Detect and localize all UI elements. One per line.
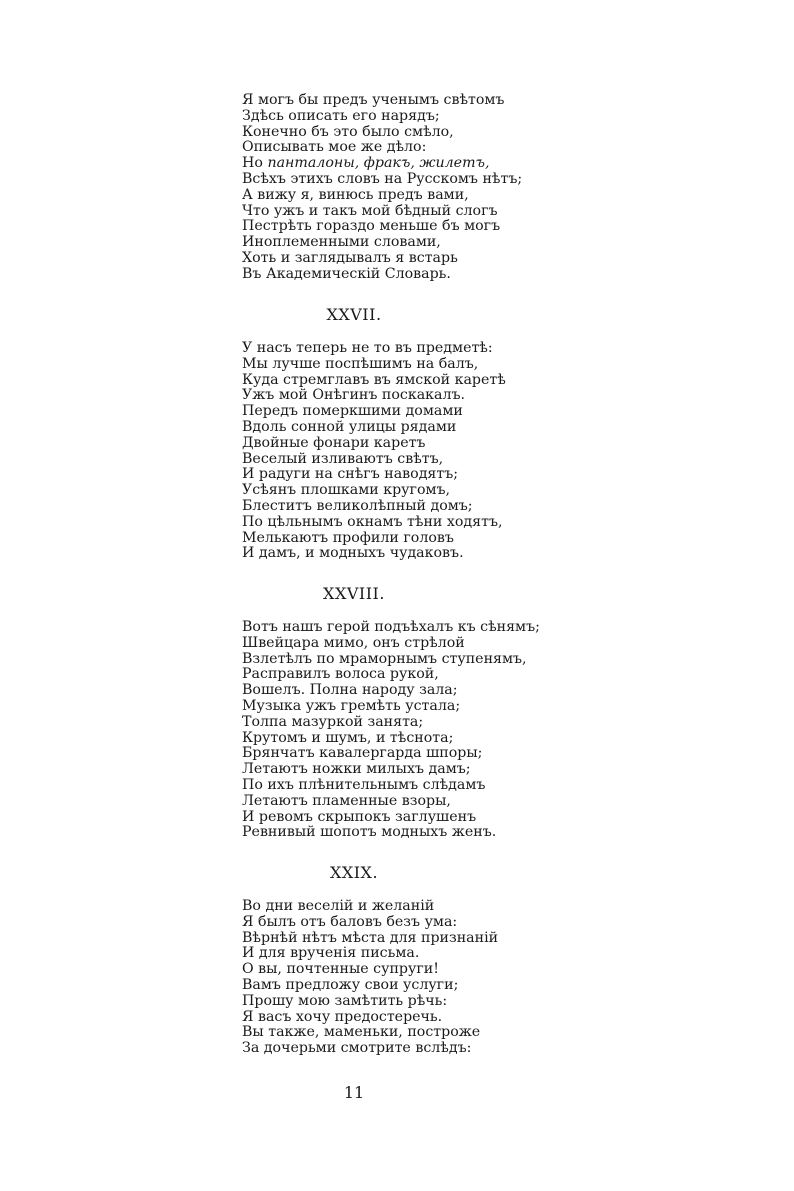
page-number: 11: [343, 1083, 365, 1102]
verse-line: И радуги на снѣгъ наводятъ;: [242, 466, 459, 483]
verse-line: Всѣхъ этихъ словъ на Русскомъ нѣтъ;: [242, 170, 523, 187]
verse-line: Толпа мазуркой занята;: [242, 713, 424, 730]
stanza-number-27: XXVII.: [326, 305, 382, 324]
verse-line: Во дни веселій и желаній: [242, 898, 435, 914]
verse-line: И дамъ, и модныхъ чудаковъ.: [242, 545, 464, 562]
verse-line: Крутомъ и шумъ, и тѣснота;: [242, 729, 454, 746]
stanza-28: [242, 620, 662, 841]
verse-line: Взлетѣлъ по мраморнымъ ступенямъ,: [242, 650, 527, 667]
verse-line: По ихъ плѣнительнымъ слѣдамъ: [242, 776, 486, 793]
verse-line: Пестрѣть гораздо меньше бъ могъ: [242, 218, 501, 235]
verse-line: Хоть и заглядывалъ я встарь: [242, 249, 458, 266]
verse-line: У насъ теперь не то въ предметѣ:: [242, 340, 493, 356]
verse-line: Брянчатъ кавалергарда шпоры;: [242, 745, 483, 762]
verse-line: Вѣрнѣй нѣтъ мѣста для признаній: [242, 929, 499, 946]
verse-line: Мы лучше поспѣшимъ на балъ,: [242, 355, 479, 372]
verse-line: Вошелъ. Полна народу зала;: [242, 682, 458, 699]
verse-line: Усѣянъ плошками кругомъ,: [242, 482, 451, 499]
verse-line: Передъ померкшими домами: [242, 403, 463, 420]
verse-line: Куда стремглавъ въ ямской каретѣ: [242, 371, 506, 388]
verse-line: О вы, почтенные супруги!: [242, 961, 439, 978]
verse-line: Описывать мое же дѣло:: [242, 139, 427, 156]
verse-line: Вотъ нашъ герой подъѣхалъ къ сѣнямъ;: [242, 619, 540, 635]
stanza-27: [242, 341, 662, 562]
verse-line: Что ужъ и такъ мой бѣдный слогъ: [242, 202, 498, 219]
verse-line: Двойные фонари каретъ: [242, 434, 426, 451]
verse-line: Блеститъ великолѣпный домъ;: [242, 497, 473, 514]
verse-line: Здѣсь описать его нарядъ;: [242, 107, 440, 124]
verse-line: Летаютъ пламенные взоры,: [242, 792, 451, 809]
verse-line: Ревнивый шопотъ модныхъ женъ.: [242, 824, 497, 841]
verse-line: Расправилъ волоса рукой,: [242, 666, 439, 683]
stanza-26: [242, 93, 662, 283]
verse-line: По цѣльнымъ окнамъ тѣни ходятъ,: [242, 513, 503, 530]
verse-line: Я былъ отъ баловъ безъ ума:: [242, 913, 458, 930]
stanza-29: [242, 899, 662, 1057]
verse-line-with-italics: [242, 156, 662, 172]
verse-line-start: Но: [242, 155, 263, 172]
verse-line: Я васъ хочу предостеречь.: [242, 1008, 443, 1025]
verse-line: Вдоль сонной улицы рядами: [242, 418, 457, 435]
verse-line: За дочерьми смотрите вслѣдъ:: [242, 1040, 472, 1057]
verse-line: Мелькаютъ профили головъ: [242, 529, 454, 546]
verse-line: Я могъ бы предъ ученымъ свѣтомъ: [242, 92, 505, 108]
verse-line: А вижу я, винюсь предъ вами,: [242, 186, 469, 203]
verse-line: Швейцара мимо, онъ стрѣлой: [242, 634, 465, 651]
verse-line: Въ Академическій Словарь.: [242, 265, 451, 282]
verse-line: И ревомъ скрыпокъ заглушенъ: [242, 808, 477, 825]
verse-line: Музыка ужъ гремѣть устала;: [242, 697, 461, 714]
stanza-number-29: XXIX.: [329, 863, 379, 882]
verse-line: Прошу мою замѣтить рѣчь:: [242, 992, 448, 1009]
verse-line: Летаютъ ножки милыхъ дамъ;: [242, 761, 471, 778]
verse-line: Вы также, маменьки, построже: [242, 1024, 481, 1041]
verse-line: Веселый изливаютъ свѣтъ,: [242, 450, 444, 467]
stanza-number-28: XXVIII.: [323, 584, 385, 603]
verse-line: Конечно бъ это было смѣло,: [242, 123, 454, 140]
verse-line: Ужъ мой Онѣгинъ поскакалъ.: [242, 387, 466, 404]
verse-line: И для врученія письма.: [242, 945, 420, 962]
verse-line: Вамъ предложу свои услуги;: [242, 976, 459, 993]
italic-words: панталоны, фракъ, жилетъ,: [267, 155, 490, 172]
verse-line: Иноплеменными словами,: [242, 234, 441, 251]
